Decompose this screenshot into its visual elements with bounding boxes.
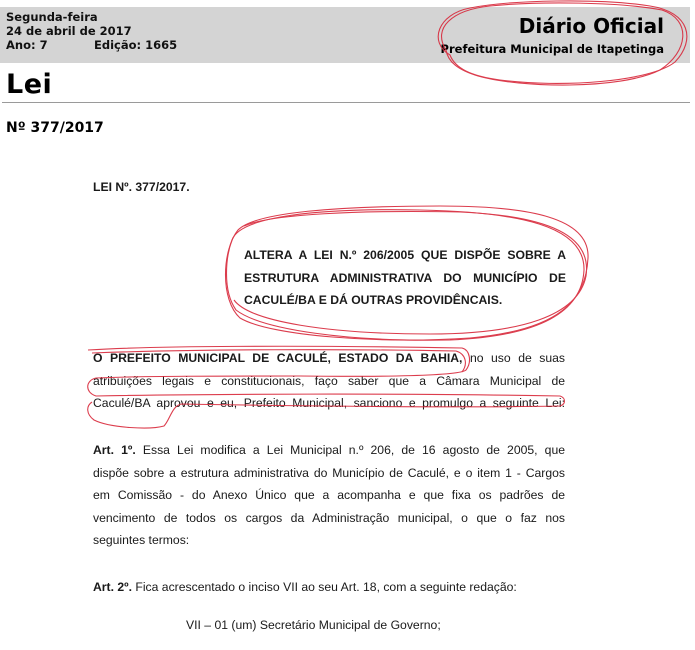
- gazette-brand: Diário Oficial: [518, 14, 664, 38]
- preamble: [93, 347, 565, 415]
- article-line: dispõe sobre a estrutura administrativa do Município de Caculé, e o item 1 - Cargos: [93, 465, 565, 480]
- gazette-header: [0, 7, 690, 63]
- law-number: Nº 377/2017: [6, 120, 104, 136]
- article-label: Art. 1º.: [93, 443, 136, 457]
- article-line: [93, 439, 565, 462]
- weekday: Segunda-feira: [6, 10, 98, 24]
- year-label: Ano: 7: [6, 38, 48, 52]
- preamble-line: [93, 347, 565, 370]
- preamble-text: no uso de suas: [469, 351, 565, 365]
- article-line: em Comissão - do Anexo Único que a acompanha e que fixa os padrões de: [93, 488, 565, 502]
- issue-date: 24 de abril de 2017: [6, 24, 132, 38]
- edition-label: Edição: 1665: [94, 38, 178, 52]
- article-label: Art. 2º.: [93, 580, 132, 594]
- article-text: Essa Lei modifica a Lei Municipal n.º 206, de 16 agosto de 2005, que: [142, 443, 565, 457]
- article-text: Fica acrescentado o inciso VII ao seu Art. 18, com a seguinte redação:: [135, 580, 517, 594]
- law-heading: LEI Nº. 377/2017.: [93, 180, 190, 194]
- preamble-line: Caculé/BA aprovou e eu, Prefeito Municipal, sanciono e promulgo a seguinte Lei:: [93, 396, 565, 410]
- ementa-line: ESTRUTURA ADMINISTRATIVA DO MUNICÍPIO DE: [244, 270, 566, 285]
- ementa: [244, 244, 566, 312]
- ementa-line: ALTERA A LEI N.º 206/2005 QUE DISPÕE SOBRE A: [244, 248, 566, 262]
- preamble-line: atribuições legais e constitucionais, faço saber que a Câmara Municipal de: [93, 373, 565, 388]
- article-2: [93, 576, 517, 598]
- article-1: [93, 439, 565, 552]
- article-line: seguintes termos:: [93, 533, 190, 547]
- page-title: Lei: [6, 69, 53, 100]
- ementa-line: CACULÉ/BA E DÁ OUTRAS PROVIDÊNCAIS.: [244, 293, 503, 307]
- issue-info: [6, 38, 246, 52]
- preamble-lead: O PREFEITO MUNICIPAL DE CACULÉ, ESTADO DA BAHIA,: [93, 351, 463, 365]
- inciso: VII – 01 (um) Secretário Municipal de Governo;: [186, 618, 441, 632]
- article-line: vencimento de todos os cargos da Administração municipal, o que o faz nos: [93, 510, 565, 525]
- prefecture-name: Prefeitura Municipal de Itapetinga: [440, 42, 664, 56]
- title-divider: [2, 102, 690, 103]
